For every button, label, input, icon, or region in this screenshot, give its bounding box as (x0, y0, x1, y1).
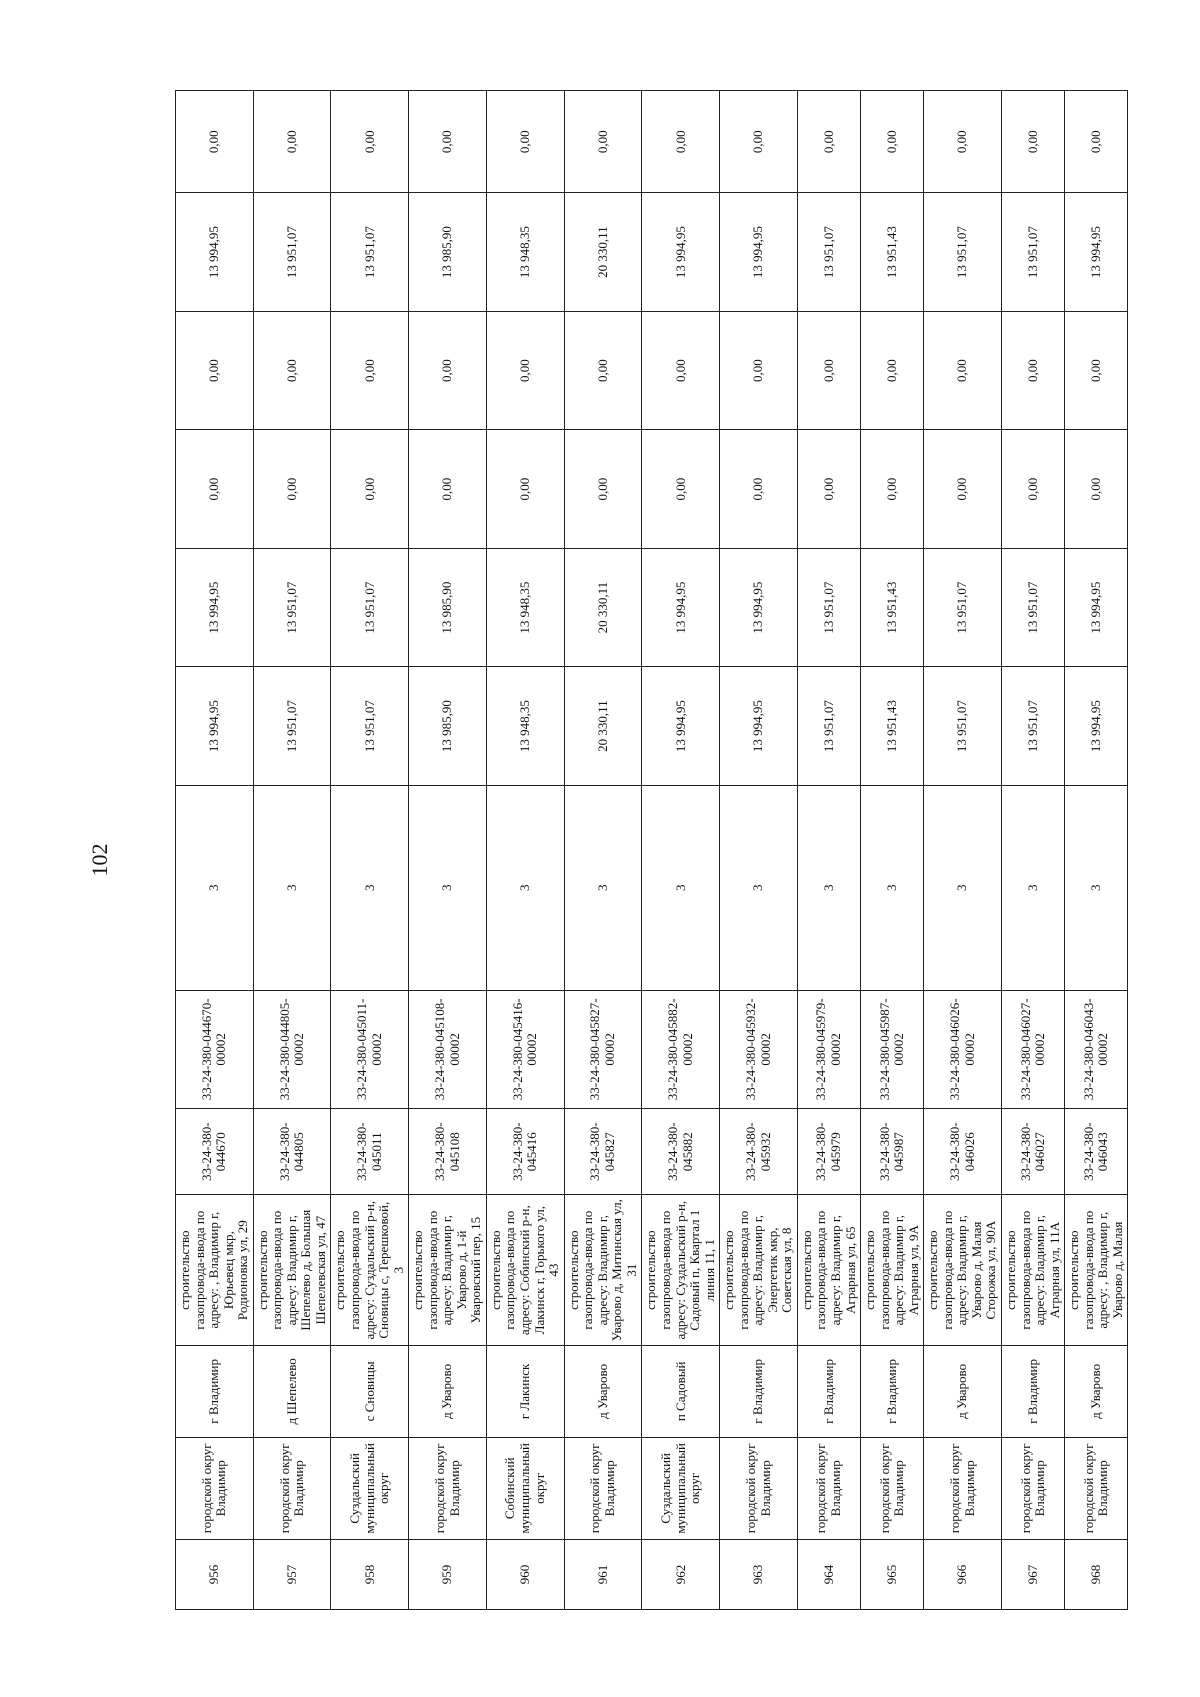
locality-cell: г Владимир (1001, 1346, 1064, 1438)
value-b-cell: 0,00 (176, 311, 254, 430)
object-id-cell: 33-24-380-046043-00002 (1065, 990, 1128, 1109)
object-id-cell: 33-24-380-044670-00002 (176, 990, 254, 1109)
table-row (861, 91, 924, 1610)
value-planned-cell: 13 985,90 (409, 548, 487, 667)
object-id-cell: 33-24-380-045932-00002 (720, 990, 798, 1109)
district-cell: городской округ Владимир (253, 1437, 331, 1539)
value-summary-cell: 13 994,95 (720, 193, 798, 312)
table-row (564, 91, 642, 1610)
value-b-cell: 0,00 (253, 311, 331, 430)
description-cell: строительство газопровода-ввода по адресу: , Владимир г, Уварово д, Малая (1065, 1195, 1128, 1346)
value-a-cell: 0,00 (642, 430, 720, 549)
value-summary-cell: 13 951,07 (797, 193, 860, 312)
object-id-cell: 33-24-380-045979-00002 (797, 990, 860, 1109)
page-number: 102 (87, 843, 112, 877)
row-number: 965 (861, 1539, 924, 1609)
value-b-cell: 0,00 (486, 311, 564, 430)
object-code-cell: 33-24-380-046043 (1065, 1109, 1128, 1195)
row-number: 963 (720, 1539, 798, 1609)
object-code-cell: 33-24-380-045932 (720, 1109, 798, 1195)
table-row (176, 91, 254, 1610)
table-body (176, 91, 1128, 1610)
locality-cell: д Шепелево (253, 1346, 331, 1438)
locality-cell: д Уварово (564, 1346, 642, 1438)
value-summary-cell: 13 985,90 (409, 193, 487, 312)
value-planned-cell: 13 994,95 (720, 548, 798, 667)
table-row (1065, 91, 1128, 1610)
value-a-cell: 0,00 (1001, 430, 1064, 549)
value-total-cell: 13 951,07 (331, 667, 409, 786)
description-cell: строительство газопровода-ввода по адресу: Суздальский р-н, Сновицы с, Терешковой, 3 (331, 1195, 409, 1346)
row-number: 961 (564, 1539, 642, 1609)
locality-cell: г Владимир (797, 1346, 860, 1438)
object-id-cell: 33-24-380-045882-00002 (642, 990, 720, 1109)
table-row (486, 91, 564, 1610)
value-remainder-cell: 0,00 (1001, 91, 1064, 193)
row-number: 964 (797, 1539, 860, 1609)
object-id-cell: 33-24-380-045827-00002 (564, 990, 642, 1109)
object-code-cell: 33-24-380-045827 (564, 1109, 642, 1195)
value-remainder-cell: 0,00 (1065, 91, 1128, 193)
row-number: 959 (409, 1539, 487, 1609)
district-cell: Суздальский муниципальный округ (331, 1437, 409, 1539)
category-cell: 3 (564, 785, 642, 990)
category-cell: 3 (253, 785, 331, 990)
object-code-cell: 33-24-380-045108 (409, 1109, 487, 1195)
object-code-cell: 33-24-380-045011 (331, 1109, 409, 1195)
description-cell: строительство газопровода-ввода по адресу: Владимир г, Шепелево д, Большая Шепелевская ул, 47 (253, 1195, 331, 1346)
value-planned-cell: 13 994,95 (1065, 548, 1128, 667)
value-summary-cell: 13 994,95 (1065, 193, 1128, 312)
category-cell: 3 (924, 785, 1002, 990)
row-number: 962 (642, 1539, 720, 1609)
description-cell: строительство газопровода-ввода по адресу: Владимир г, Аграрная ул, 65 (797, 1195, 860, 1346)
value-a-cell: 0,00 (409, 430, 487, 549)
object-id-cell: 33-24-380-045108-00002 (409, 990, 487, 1109)
object-id-cell: 33-24-380-044805-00002 (253, 990, 331, 1109)
value-total-cell: 20 330,11 (564, 667, 642, 786)
category-cell: 3 (331, 785, 409, 990)
value-b-cell: 0,00 (861, 311, 924, 430)
value-total-cell: 13 994,95 (176, 667, 254, 786)
table-row (924, 91, 1002, 1610)
value-total-cell: 13 948,35 (486, 667, 564, 786)
value-b-cell: 0,00 (642, 311, 720, 430)
category-cell: 3 (642, 785, 720, 990)
value-b-cell: 0,00 (409, 311, 487, 430)
row-number: 957 (253, 1539, 331, 1609)
object-id-cell: 33-24-380-046026-00002 (924, 990, 1002, 1109)
object-code-cell: 33-24-380-044805 (253, 1109, 331, 1195)
object-code-cell: 33-24-380-045882 (642, 1109, 720, 1195)
data-table (175, 90, 1128, 1610)
description-cell: строительство газопровода-ввода по адресу: Владимир г, Уварово д, 1-й Уваровский пер, 15 (409, 1195, 487, 1346)
description-cell: строительство газопровода-ввода по адресу: Собинский р-н, Лакинск г, Горького ул, 43 (486, 1195, 564, 1346)
locality-cell: п Садовый (642, 1346, 720, 1438)
value-summary-cell: 13 951,07 (331, 193, 409, 312)
table-row (1001, 91, 1064, 1610)
value-b-cell: 0,00 (1065, 311, 1128, 430)
value-remainder-cell: 0,00 (176, 91, 254, 193)
value-remainder-cell: 0,00 (486, 91, 564, 193)
district-cell: городской округ Владимир (924, 1437, 1002, 1539)
district-cell: городской округ Владимир (409, 1437, 487, 1539)
locality-cell: г Лакинск (486, 1346, 564, 1438)
row-number: 968 (1065, 1539, 1128, 1609)
category-cell: 3 (861, 785, 924, 990)
district-cell: городской округ Владимир (1065, 1437, 1128, 1539)
value-remainder-cell: 0,00 (797, 91, 860, 193)
value-total-cell: 13 951,07 (1001, 667, 1064, 786)
locality-cell: д Уварово (1065, 1346, 1128, 1438)
value-remainder-cell: 0,00 (642, 91, 720, 193)
value-a-cell: 0,00 (486, 430, 564, 549)
object-id-cell: 33-24-380-045987-00002 (861, 990, 924, 1109)
object-code-cell: 33-24-380-046027 (1001, 1109, 1064, 1195)
value-planned-cell: 13 951,07 (1001, 548, 1064, 667)
value-remainder-cell: 0,00 (564, 91, 642, 193)
value-total-cell: 13 951,07 (797, 667, 860, 786)
object-id-cell: 33-24-380-045011-00002 (331, 990, 409, 1109)
value-remainder-cell: 0,00 (331, 91, 409, 193)
value-summary-cell: 13 951,07 (924, 193, 1002, 312)
row-number: 966 (924, 1539, 1002, 1609)
value-b-cell: 0,00 (720, 311, 798, 430)
value-remainder-cell: 0,00 (924, 91, 1002, 193)
value-total-cell: 13 985,90 (409, 667, 487, 786)
table-row (797, 91, 860, 1610)
value-summary-cell: 13 994,95 (176, 193, 254, 312)
value-total-cell: 13 951,07 (253, 667, 331, 786)
district-cell: городской округ Владимир (720, 1437, 798, 1539)
district-cell: городской округ Владимир (176, 1437, 254, 1539)
value-planned-cell: 13 994,95 (642, 548, 720, 667)
table-row (409, 91, 487, 1610)
value-summary-cell: 13 951,07 (253, 193, 331, 312)
value-a-cell: 0,00 (331, 430, 409, 549)
district-cell: городской округ Владимир (797, 1437, 860, 1539)
value-b-cell: 0,00 (1001, 311, 1064, 430)
description-cell: строительство газопровода-ввода по адресу: Владимир г, Аграрная ул, 11А (1001, 1195, 1064, 1346)
value-summary-cell: 13 951,43 (861, 193, 924, 312)
category-cell: 3 (797, 785, 860, 990)
row-number: 956 (176, 1539, 254, 1609)
district-cell: городской округ Владимир (861, 1437, 924, 1539)
description-cell: строительство газопровода-ввода по адресу: Владимир г, Энергетик мкр, Советская ул, 8 (720, 1195, 798, 1346)
category-cell: 3 (409, 785, 487, 990)
category-cell: 3 (176, 785, 254, 990)
object-code-cell: 33-24-380-045987 (861, 1109, 924, 1195)
object-code-cell: 33-24-380-044670 (176, 1109, 254, 1195)
value-planned-cell: 13 951,43 (861, 548, 924, 667)
category-cell: 3 (1065, 785, 1128, 990)
value-total-cell: 13 994,95 (642, 667, 720, 786)
value-planned-cell: 13 951,07 (253, 548, 331, 667)
value-a-cell: 0,00 (1065, 430, 1128, 549)
table-row (331, 91, 409, 1610)
value-a-cell: 0,00 (797, 430, 860, 549)
value-b-cell: 0,00 (924, 311, 1002, 430)
value-summary-cell: 13 948,35 (486, 193, 564, 312)
object-code-cell: 33-24-380-045979 (797, 1109, 860, 1195)
district-cell: Суздальский муниципальный округ (642, 1437, 720, 1539)
value-a-cell: 0,00 (720, 430, 798, 549)
district-cell: Собинский муниципальный округ (486, 1437, 564, 1539)
value-planned-cell: 13 948,35 (486, 548, 564, 667)
value-summary-cell: 13 994,95 (642, 193, 720, 312)
locality-cell: д Уварово (924, 1346, 1002, 1438)
description-cell: строительство газопровода-ввода по адресу: Владимир г, Уварово д, Митинская ул, 31 (564, 1195, 642, 1346)
value-remainder-cell: 0,00 (861, 91, 924, 193)
object-code-cell: 33-24-380-045416 (486, 1109, 564, 1195)
value-planned-cell: 13 951,07 (797, 548, 860, 667)
value-total-cell: 13 951,07 (924, 667, 1002, 786)
value-planned-cell: 13 951,07 (924, 548, 1002, 667)
table-row (253, 91, 331, 1610)
description-cell: строительство газопровода-ввода по адресу: Владимир г, Уварово д, Малая Сторожка ул, 90А (924, 1195, 1002, 1346)
value-a-cell: 0,00 (253, 430, 331, 549)
value-b-cell: 0,00 (331, 311, 409, 430)
locality-cell: д Уварово (409, 1346, 487, 1438)
description-cell: строительство газопровода-ввода по адресу: Суздальский р-н, Садовый п, Квартал 1 линия 11, 1 (642, 1195, 720, 1346)
category-cell: 3 (720, 785, 798, 990)
value-b-cell: 0,00 (797, 311, 860, 430)
value-summary-cell: 13 951,07 (1001, 193, 1064, 312)
value-remainder-cell: 0,00 (409, 91, 487, 193)
value-a-cell: 0,00 (861, 430, 924, 549)
locality-cell: г Владимир (861, 1346, 924, 1438)
value-b-cell: 0,00 (564, 311, 642, 430)
value-planned-cell: 13 994,95 (176, 548, 254, 667)
description-cell: строительство газопровода-ввода по адресу: Владимир г, Аграрная ул, 9А (861, 1195, 924, 1346)
table-row (720, 91, 798, 1610)
value-planned-cell: 20 330,11 (564, 548, 642, 667)
category-cell: 3 (486, 785, 564, 990)
value-a-cell: 0,00 (176, 430, 254, 549)
row-number: 967 (1001, 1539, 1064, 1609)
value-total-cell: 13 994,95 (1065, 667, 1128, 786)
district-cell: городской округ Владимир (564, 1437, 642, 1539)
row-number: 958 (331, 1539, 409, 1609)
value-planned-cell: 13 951,07 (331, 548, 409, 667)
value-a-cell: 0,00 (564, 430, 642, 549)
category-cell: 3 (1001, 785, 1064, 990)
locality-cell: г Владимир (176, 1346, 254, 1438)
district-cell: городской округ Владимир (1001, 1437, 1064, 1539)
table-row (642, 91, 720, 1610)
description-cell: строительство газопровода-ввода по адресу: , Владимир г, Юрьевец мкр, Родионовка ул, 29 (176, 1195, 254, 1346)
value-a-cell: 0,00 (924, 430, 1002, 549)
object-code-cell: 33-24-380-046026 (924, 1109, 1002, 1195)
locality-cell: с Сновицы (331, 1346, 409, 1438)
row-number: 960 (486, 1539, 564, 1609)
value-summary-cell: 20 330,11 (564, 193, 642, 312)
value-total-cell: 13 994,95 (720, 667, 798, 786)
rotated-table-container (175, 90, 1125, 1610)
object-id-cell: 33-24-380-046027-00002 (1001, 990, 1064, 1109)
value-total-cell: 13 951,43 (861, 667, 924, 786)
object-id-cell: 33-24-380-045416-00002 (486, 990, 564, 1109)
locality-cell: г Владимир (720, 1346, 798, 1438)
value-remainder-cell: 0,00 (253, 91, 331, 193)
value-remainder-cell: 0,00 (720, 91, 798, 193)
